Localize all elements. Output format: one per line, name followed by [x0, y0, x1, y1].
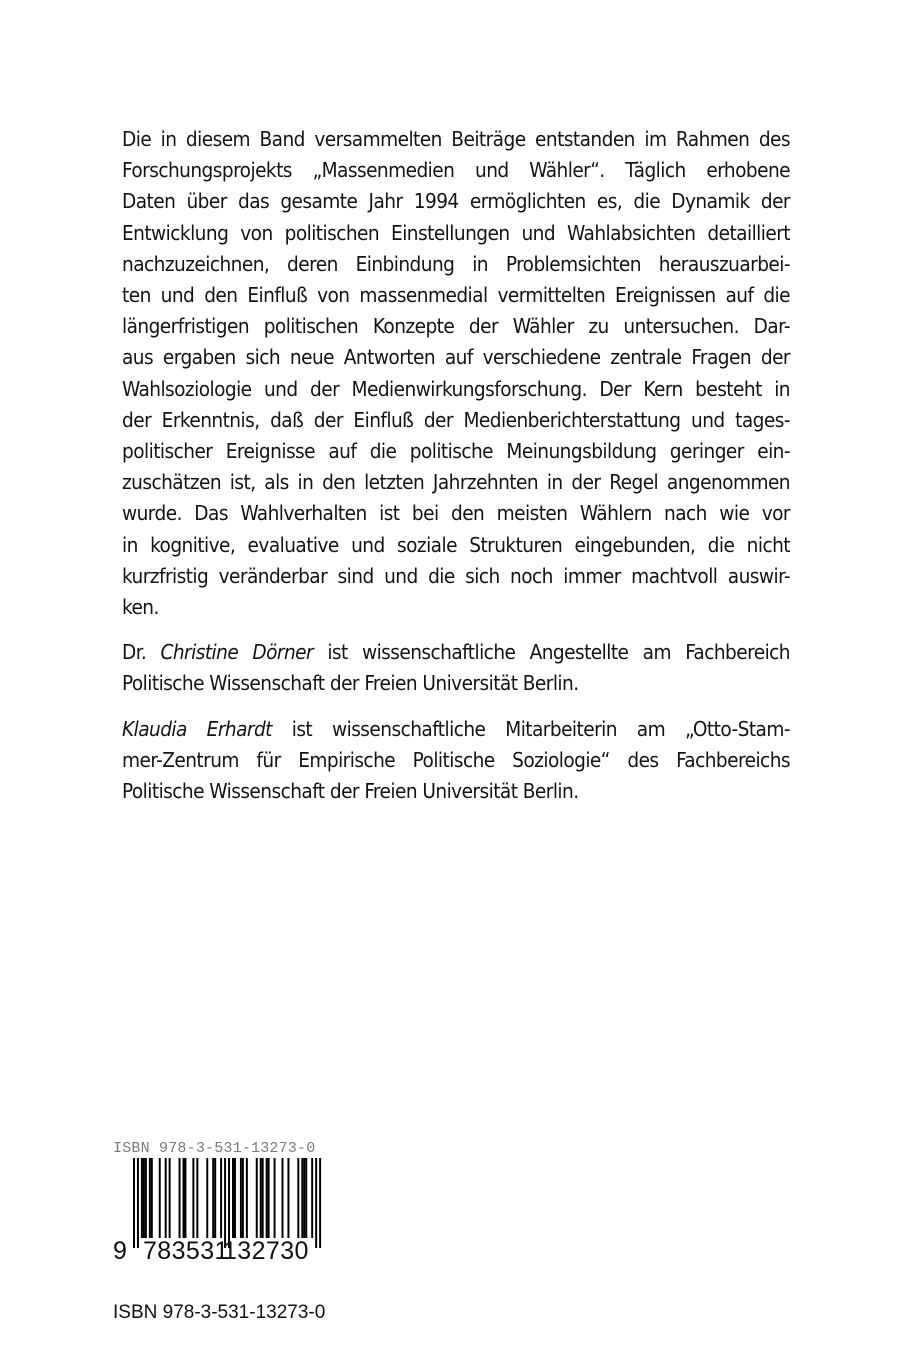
blurb-line: Daten über das gesamte Jahr 1994 ermöglichten es, die Dynamik der [122, 189, 790, 214]
author-bio-text: mer-Zentrum für Empirische Politische Soziologie“ des Fachbereichs [122, 747, 790, 772]
blurb-line: nachzuzeichnen, deren Einbindung in Problemsichten herauszuarbei- [122, 251, 790, 276]
blurb-line: ten und den Einfluß von massenmedial vermittelten Ereignissen auf die [122, 283, 790, 308]
blurb-line: wurde. Das Wahlverhalten ist bei den meisten Wählern nach wie vor [122, 501, 790, 526]
barcode-right-group: 132730 [223, 1237, 309, 1265]
blurb-line: aus ergaben sich neue Antworten auf verschiedene zentrale Fragen der [122, 345, 790, 370]
author-bio-erhardt [122, 714, 790, 808]
isbn-barcode [113, 1141, 343, 1281]
barcode-bars [133, 1158, 323, 1248]
author-bio-text: Politische Wissenschaft der Freien Universität Berlin. [122, 779, 579, 804]
author-title: Dr. [122, 640, 161, 665]
barcode-left-group: 783531 [143, 1237, 229, 1265]
blurb-line: Die in diesem Band versammelten Beiträge entstanden im Rahmen des [122, 127, 790, 151]
blurb-paragraph [122, 124, 790, 623]
blurb-line: in kognitive, evaluative und soziale Strukturen eingebunden, die nicht [122, 532, 790, 557]
barcode-top-label: ISBN 978-3-531-13273-0 [113, 1140, 316, 1157]
author-bio-text: ist wissenschaftliche Mitarbeiterin am „Otto-Stam- [271, 716, 791, 741]
isbn-text: ISBN 978-3-531-13273-0 [113, 1302, 326, 1323]
author-bio-doerner [122, 637, 790, 699]
blurb-line: zuschätzen ist, als in den letzten Jahrzehnten in der Regel angenommen [122, 470, 790, 495]
blurb-line: politischer Ereignisse auf die politische Meinungsbildung geringer ein- [122, 439, 790, 464]
blurb-line: kurzfristig veränderbar sind und die sich noch immer machtvoll auswir- [122, 563, 790, 588]
author-bio-text: ist wissenschaftliche Angestellte am Fachbereich [313, 640, 791, 665]
author-name: Klaudia Erhardt [122, 716, 272, 741]
blurb-line: längerfristigen politischen Konzepte der Wähler zu untersuchen. Dar- [122, 314, 790, 339]
author-bio-text: Politische Wissenschaft der Freien Universität Berlin. [122, 671, 579, 696]
blurb-line: Forschungsprojekts „Massenmedien und Wähler“. Täglich erhobene [122, 158, 790, 183]
blurb-line: Entwicklung von politischen Einstellungen und Wahlabsichten detailliert [122, 220, 790, 245]
blurb-line: der Erkenntnis, daß der Einfluß der Medienberichterstattung und tages- [122, 407, 790, 432]
cover-text [122, 124, 790, 807]
author-name: Christine Dörner [160, 640, 314, 665]
blurb-line: ken. [122, 595, 159, 620]
blurb-line: Wahlsoziologie und der Medienwirkungsforschung. Der Kern besteht in [122, 376, 790, 401]
barcode-first-digit: 9 [113, 1237, 127, 1265]
